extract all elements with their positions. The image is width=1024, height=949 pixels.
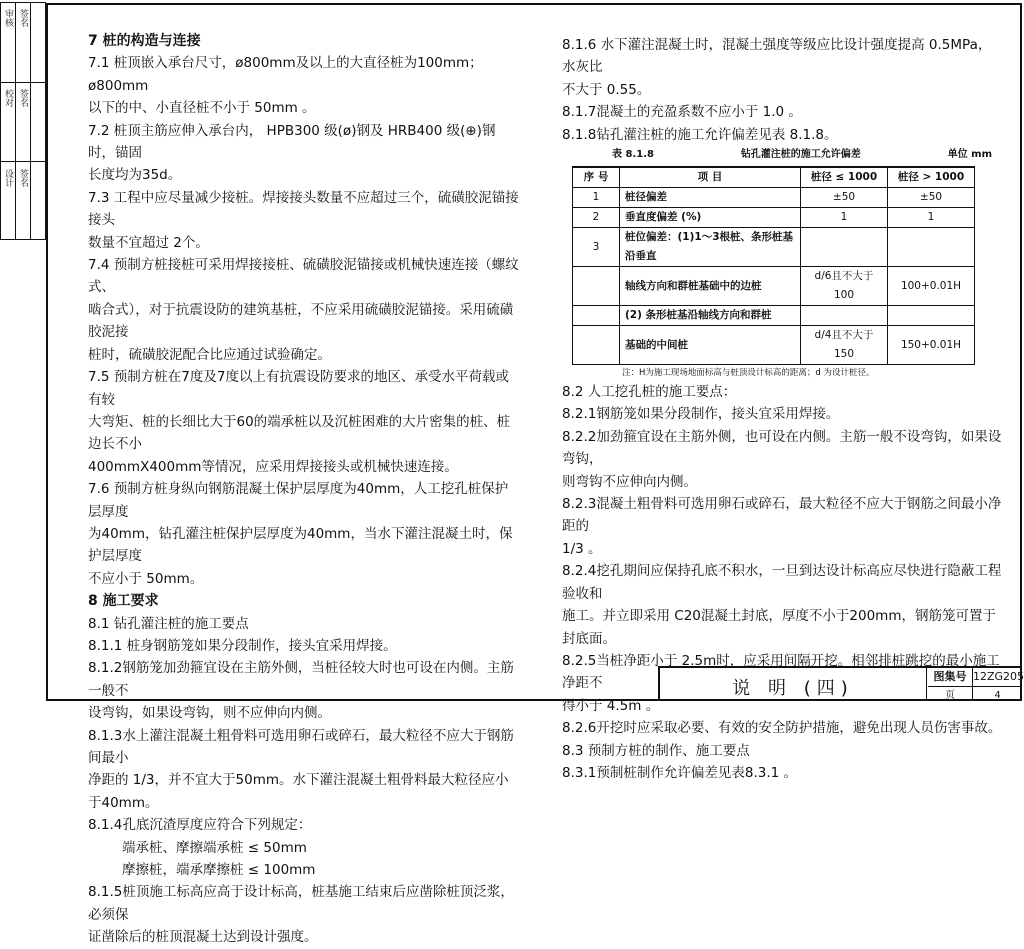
paragraph-line: 摩擦桩，端承摩擦桩 ≤ 100mm: [122, 862, 316, 879]
paragraph-line: 数量不宜超过 2个。: [88, 234, 209, 251]
paragraph-line: 8.1.5桩顶施工标高应高于设计标高，桩基施工结束后应凿除桩顶泛浆，必须保: [88, 884, 514, 923]
paragraph-line: 以下的中、小直径桩不小于 50mm 。: [88, 100, 316, 117]
sidebar-divider: [1, 82, 45, 83]
paragraph-line: 8.2.2加劲箍宜设在主筋外侧，也可设在内侧。主筋一般不设弯钩，如果设弯钩，: [562, 428, 1002, 468]
right-bottom-paragraphs: [562, 381, 1002, 784]
table-cell: 1: [801, 208, 888, 228]
section-heading: 8 施工要求: [88, 593, 159, 610]
paragraph-line: 大弯矩、桩的长细比大于60的端承桩以及沉桩困难的大片密集的桩、桩边长不小: [88, 413, 511, 453]
table-cell: ±50: [801, 188, 888, 208]
paragraph-line: 桩时，硫磺胶泥配合比应通过试验确定。: [88, 346, 331, 363]
table-cell: 1: [573, 188, 620, 208]
paragraph-line: 啮合式），对于抗震设防的建筑基桩，不应采用硫磺胶泥锚接。采用硫磺胶泥接: [88, 301, 514, 341]
paragraph-line: 8.2 人工挖孔桩的施工要点：: [562, 384, 737, 401]
table-row: [573, 306, 975, 326]
sidebar-divider: [15, 3, 16, 239]
paragraph-line: 8.3.1预制桩制作允许偏差见表8.3.1 。: [562, 764, 797, 781]
table-row: [573, 326, 975, 365]
paragraph-line: 不大于 0.55。: [562, 81, 651, 98]
table-cell: 3: [573, 228, 620, 267]
left-text-column: [88, 30, 520, 949]
paragraph-line: 不应小于 50mm。: [88, 570, 204, 587]
atlas-number: 12ZG205: [973, 668, 1022, 687]
paragraph-line: 8.1.8钻孔灌注桩的施工允许偏差见表 8.1.8。: [562, 126, 838, 143]
table-cell: 桩位偏差：(1)1～3根桩、条形桩基沿垂直: [620, 228, 801, 267]
sheet-title: 说 明 (四): [660, 668, 927, 701]
table-cell: 桩径偏差: [620, 188, 801, 208]
paragraph-line: 8.1.1 桩身钢筋笼如果分段制作，接头宜采用焊接。: [88, 637, 397, 654]
table-note: 注：H为施工现场地面标高与桩顶设计标高的距离；d 为设计桩径。: [622, 368, 875, 379]
table-cell: 2: [573, 208, 620, 228]
table-cell: 150+0.01H: [888, 326, 975, 365]
sidebar-signature: 签名: [18, 89, 28, 107]
paragraph-line: 7.4 预制方桩接桩可采用焊接接桩、硫磺胶泥锚接或机械快速连接（螺纹式、: [88, 257, 519, 296]
table-cell: d/6且不大于100: [801, 267, 888, 306]
paragraph-line: 8.1.6 水下灌注混凝土时，混凝土强度等级应比设计强度提高 0.5MPa，水灰比: [562, 37, 992, 76]
paragraph-line: 8.1.4孔底沉渣厚度应符合下列规定：: [88, 817, 312, 834]
paragraph-line: 8.2.6开挖时应采取必要、有效的安全防护措施，避免出现人员伤害事故。: [562, 720, 1002, 737]
right-top-paragraphs: [562, 34, 1002, 146]
paragraph-line: 1/3 。: [562, 540, 602, 557]
tolerance-table: [572, 166, 975, 365]
paragraph-line: 400mmX400mm等情况，应采用焊接接头或机械快速连接。: [88, 458, 458, 475]
paragraph-line: 8.2.1钢筋笼如果分段制作，接头宜采用焊接。: [562, 406, 840, 423]
table-cell: 轴线方向和群桩基础中的边桩: [620, 267, 801, 306]
table-header-cell: 序 号: [573, 167, 620, 188]
paragraph-line: 8.2.3混凝土粗骨料可选用卵石或碎石，最大粒径不应大于钢筋之间最小净距的: [562, 496, 1002, 535]
table-cell: (2) 条形桩基沿轴线方向和群桩: [620, 306, 801, 326]
paragraph-line: 8.1.3水上灌注混凝土粗骨料可选用卵石或碎石，最大粒径不应大于钢筋间最小: [88, 727, 514, 766]
paragraph-line: 8.3 预制方桩的制作、施工要点: [562, 742, 750, 759]
paragraph-line: 为40mm，钻孔灌注桩保护层厚度为40mm，当水下灌注混凝土时，保护层厚度: [88, 525, 513, 565]
table-row: [573, 188, 975, 208]
paragraph-line: 7.1 桩顶嵌入承台尺寸，ø800mm及以上的大直径桩为100mm；ø800mm: [88, 55, 483, 94]
signature-sidebar: [0, 2, 46, 240]
paragraph-line: 设弯钩，如果设弯钩，则不应伸向内侧。: [88, 705, 331, 722]
paragraph-line: 8.2.5当桩净距小于 2.5m时，应采用间隔开挖。相邻排桩跳挖的最小施工净距不: [562, 652, 1000, 692]
paragraph-line: 则弯钩不应伸向内侧。: [562, 473, 697, 490]
table-row: [573, 208, 975, 228]
table-cell: [801, 228, 888, 267]
sidebar-signature: 签名: [18, 9, 28, 27]
table-header-row: [573, 167, 975, 188]
paragraph-line: 长度均为35d。: [88, 167, 182, 184]
paragraph-line: 7.2 桩顶主筋应伸入承台内， HPB300 级(ø)钢及 HRB400 级(⊕)钢时，锚固: [88, 122, 496, 162]
paragraph-line: 端承桩、摩擦端承桩 ≤ 50mm: [122, 839, 307, 856]
table-cell: 基础的中间桩: [620, 326, 801, 365]
table-cell: 1: [888, 208, 975, 228]
sidebar-signature: 签名: [18, 169, 28, 187]
table-cell: [573, 267, 620, 306]
table-cell: [888, 306, 975, 326]
table-caption-id: 表 8.1.8: [612, 149, 654, 161]
table-header-cell: 桩径 ≤ 1000: [801, 167, 888, 188]
table-cell: 垂直度偏差 (%): [620, 208, 801, 228]
paragraph-line: 7.5 预制方桩在7度及7度以上有抗震设防要求的地区、承受水平荷载或有较: [88, 369, 509, 408]
paragraph-line: 施工。并立即采用 C20混凝土封底，厚度不小于200mm，钢筋笼可置于封底面。: [562, 608, 996, 647]
table-cell: [573, 306, 620, 326]
paragraph-line: 8.1 钻孔灌注桩的施工要点: [88, 615, 249, 632]
paragraph-line: 8.1.2钢筋笼加劲箍宜设在主筋外侧，当桩径较大时也可设在内侧。主筋一般不: [88, 660, 514, 699]
sidebar-role-label: 设计: [3, 169, 13, 187]
paragraph-line: 证凿除后的桩顶混凝土达到设计强度。: [88, 929, 318, 946]
table-cell: ±50: [888, 188, 975, 208]
table-cell: [888, 228, 975, 267]
table-header-cell: 项 目: [620, 167, 801, 188]
paragraph-line: 7.3 工程中应尽量减少接桩。焊接接头数量不应超过三个，硫磺胶泥锚接接头: [88, 189, 519, 229]
table-cell: d/4且不大于150: [801, 326, 888, 365]
section-heading: 7 桩的构造与连接: [88, 33, 201, 49]
sidebar-role-label: 校对: [3, 89, 13, 107]
page-label: 页: [928, 687, 973, 701]
atlas-number-label: 图集号: [928, 668, 973, 687]
table-caption-unit: 单位 mm: [947, 149, 992, 161]
sidebar-divider: [30, 3, 31, 239]
paragraph-line: 得小于 4.5m 。: [562, 697, 660, 714]
paragraph-line: 8.1.7混凝土的充盈系数不应小于 1.0 。: [562, 104, 802, 121]
table-cell: [573, 326, 620, 365]
page-number: 4: [994, 690, 1001, 701]
table-caption-title: 钻孔灌注桩的施工允许偏差: [740, 149, 861, 161]
table-row: [573, 228, 975, 267]
table-header-cell: 桩径 > 1000: [888, 167, 975, 188]
paragraph-line: 净距的 1/3，并不宜大于50mm。水下灌注混凝土粗骨料最大粒径应小于40mm。: [88, 772, 509, 811]
paragraph-line: 7.6 预制方桩身纵向钢筋混凝土保护层厚度为40mm，人工挖孔桩保护层厚度: [88, 481, 509, 520]
paragraph-line: 8.2.4挖孔期间应保持孔底不积水，一旦到达设计标高应尽快进行隐蔽工程验收和: [562, 563, 1002, 602]
table-caption: [612, 146, 992, 164]
table-cell: [801, 306, 888, 326]
title-block: [658, 666, 1022, 701]
table-cell: 100+0.01H: [888, 267, 975, 306]
sidebar-role-label: 审核: [3, 9, 13, 27]
table-row: [573, 267, 975, 306]
sidebar-divider: [1, 161, 45, 162]
